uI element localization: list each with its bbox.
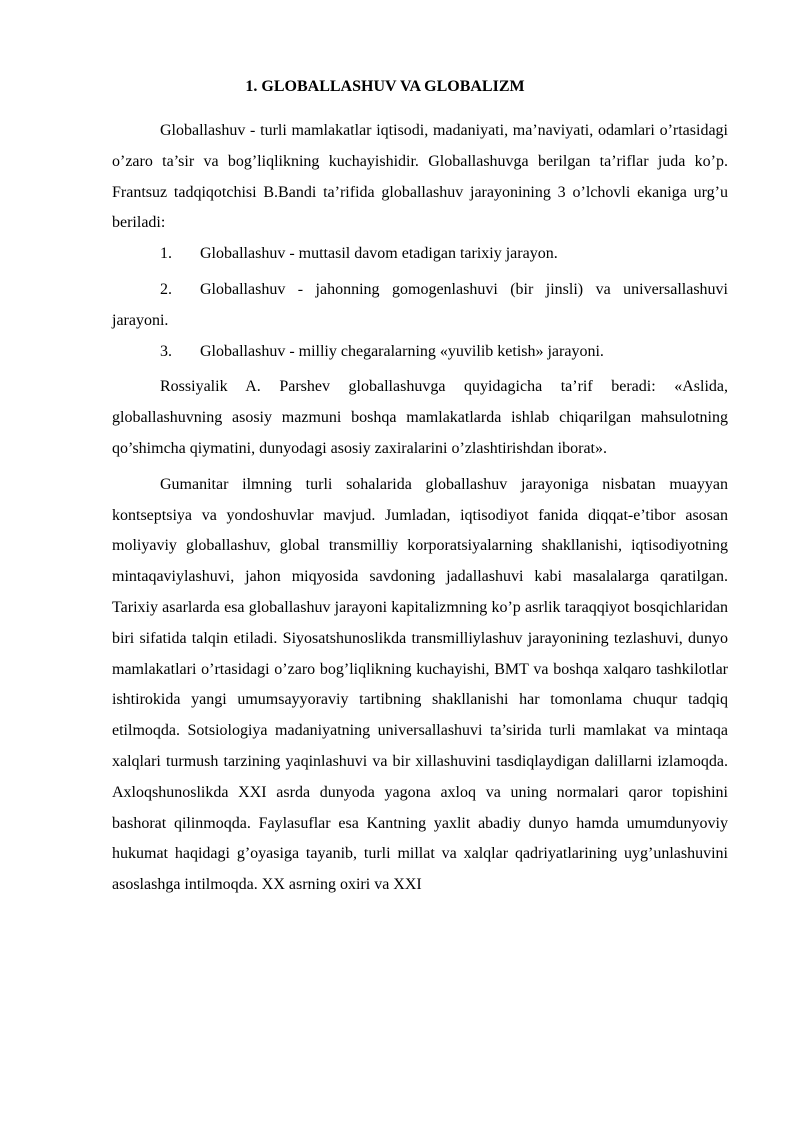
list-text: Globallashuv - milliy chegaralarning «yuvilib ketish» jarayoni.	[200, 342, 604, 360]
parshev-paragraph: Rossiyalik A. Parshev globallashuvga quyidagicha ta’rif beradi: «Aslida, globallashuvning asosiy mazmuni boshqa mamlakatlarda ishlab chiqarilgan mahsulotning qo’shimcha qiymatini, dunyodagi asosiy zaxiralarini o’zlashtirishdan iborat».	[112, 378, 728, 457]
definition-list-item-2	[112, 275, 728, 337]
intro-paragraph: Globallashuv - turli mamlakatlar iqtisodi, madaniyati, ma’naviyati, odamlari o’rtasidagi o’zaro ta’sir va bog’liqlikning kuchayishidir. Globallashuvga berilgan ta’riflar juda ko’p. Frantsuz tadqiqotchisi B.Bandi ta’rifida globallashuv jarayonining 3 o’lchovli ekaniga urg’u beriladi:	[112, 122, 728, 232]
document-body	[112, 116, 728, 901]
list-number: 1.	[160, 245, 172, 263]
list-number: 3.	[160, 342, 172, 360]
humanities-paragraph: Gumanitar ilmning turli sohalarida globallashuv jarayoniga nisbatan muayyan kontseptsiya va yondoshuvlar mavjud. Jumladan, iqtisodiyot fanida diqqat-e’tibor asosan moliyaviy globallashuv, global transmilliy korporatsiyalarning shakllanishi, iqtisodiyotning mintaqaviylashuvi, jahon miqyosida savdoning jadallashuvi kabi masalalarga qaratilgan. Tarixiy asarlarda esa globallashuv jarayoni kapitalizmning ko’p asrlik taraqqiyot bosqichlaridan biri sifatida talqin etiladi. Siyosatshunoslikda transmilliylashuv jarayonining tezlashuvi, dunyo mamlakatlari o’rtasidagi o’zaro bog’liqlikning kuchayishi, BMT va boshqa xalqaro tashkilotlar ishtirokida yangi umumsayyoraviy tartibning shakllanishi har tomonlama chuqur tadqiq etilmoqda. Sotsiologiya madaniyatning universallashuvi ta’sirida turli mamlakat va mintaqa xalqlari turmush tarzining yaqinlashuvi va bir xillashuvini tasdiqlaydigan dalillarni izlamoqda. Axloqshunoslikda XXI asrda dunyoda yagona axloq va uning normalari qaror topishini bashorat qilinmoqda. Faylasuflar esa Kantning yaxlit abadiy dunyo hamda umumdunyoviy hukumat haqidagi g’oyasiga tayanib, turli millat va xalqlar qadriyatlarining uyg’unlashuvini asoslashga intilmoqda. XX asrning oxiri va XXI	[112, 475, 728, 894]
list-number: 2.	[160, 280, 172, 298]
list-text: Globallashuv - jahonning gomogenlashuvi (bir jinsli) va universallashuvi jarayoni.	[112, 280, 728, 329]
definition-list-item-3	[112, 337, 728, 368]
definition-list-item-1	[112, 239, 728, 270]
list-text: Globallashuv - muttasil davom etadigan tarixiy jarayon.	[200, 245, 558, 263]
section-title: 1. GLOBALLASHUV VA GLOBALIZM	[245, 78, 525, 95]
